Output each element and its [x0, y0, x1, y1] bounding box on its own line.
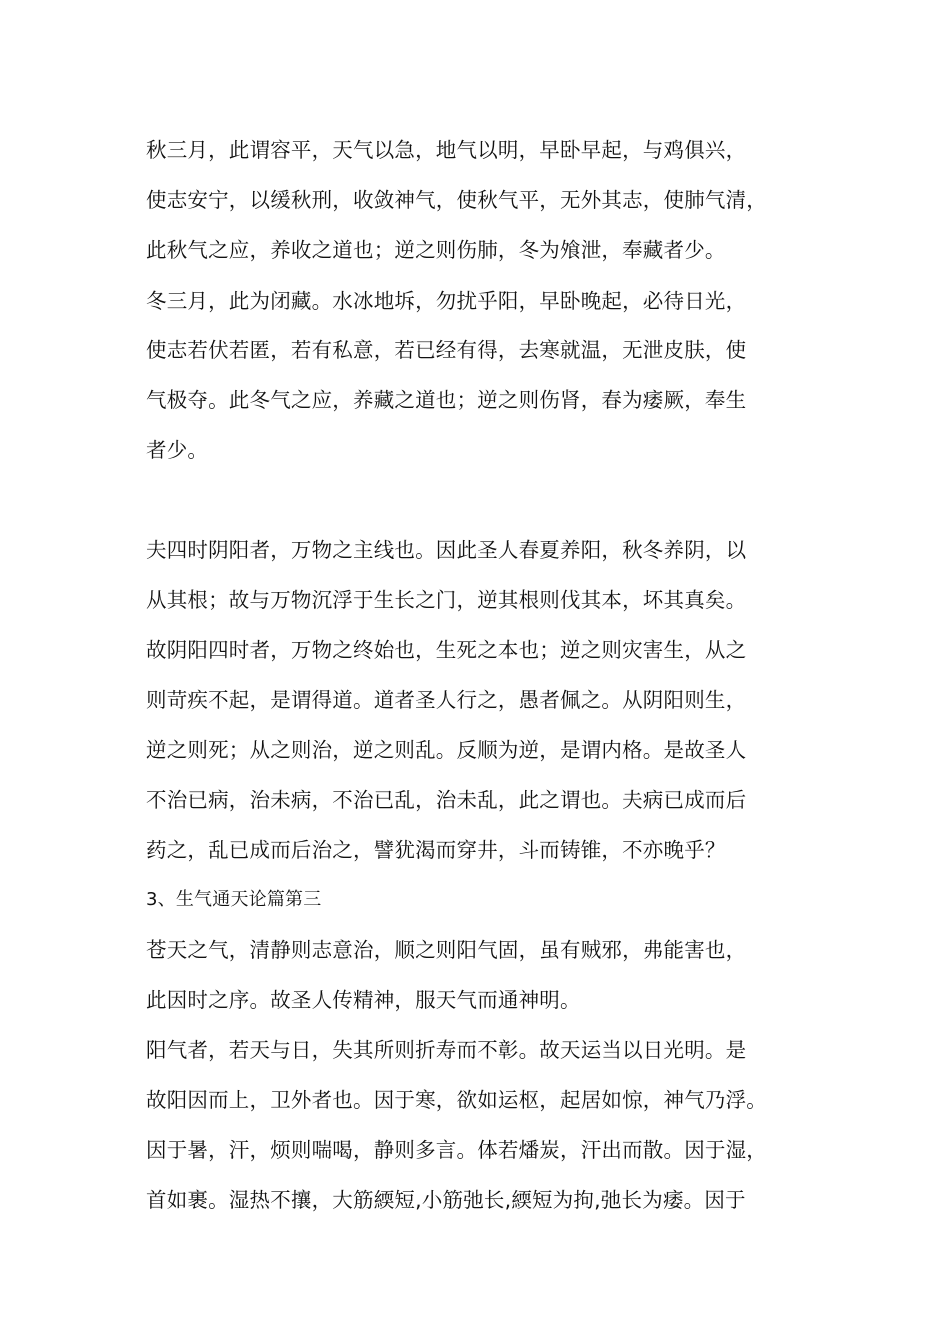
text-line: 使志若伏若匿，若有私意，若已经有得，去寒就温，无泄皮肤，使	[146, 338, 747, 362]
text-line: 逆之则死；从之则治，逆之则乱。反顺为逆，是谓内格。是故圣人	[146, 738, 747, 762]
text-line: 气极夺。此冬气之应，养藏之道也；逆之则伤肾，春为痿厥，奉生	[146, 388, 747, 412]
text-line: 首如裹。湿热不攘，大筋緛短,小筋弛长,緛短为拘,弛长为痿。因于	[146, 1188, 746, 1212]
text-line: 使志安宁，以缓秋刑，收敛神气，使秋气平，无外其志，使肺气清，	[146, 188, 767, 212]
text-line: 故阴阳四时者，万物之终始也，生死之本也；逆之则灾害生，从之	[146, 638, 747, 662]
text-line: 阳气者，若天与日，失其所则折寿而不彰。故天运当以日光明。是	[146, 1038, 747, 1062]
text-line: 则苛疾不起，是谓得道。道者圣人行之，愚者佩之。从阴阳则生，	[146, 688, 747, 712]
section-heading: 3、生气通天论篇第三	[146, 889, 322, 910]
text-line: 夫四时阴阳者，万物之主线也。因此圣人春夏养阳，秋冬养阴，以	[146, 538, 747, 562]
text-line: 因于暑，汗，烦则喘喝，静则多言。体若燔炭，汗出而散。因于湿，	[146, 1138, 767, 1162]
text-line: 从其根；故与万物沉浮于生长之门，逆其根则伐其本，坏其真矣。	[146, 588, 747, 612]
text-line: 不治已病，治未病，不治已乱，治未乱，此之谓也。夫病已成而后	[146, 788, 747, 812]
text-line: 者少。	[146, 438, 209, 462]
text-line: 此秋气之应，养收之道也；逆之则伤肺，冬为飧泄，奉藏者少。	[146, 238, 726, 262]
text-line: 此因时之序。故圣人传精神，服天气而通神明。	[146, 988, 581, 1012]
text-line: 冬三月，此为闭藏。水冰地坼，勿扰乎阳，早卧晚起，必待日光，	[146, 289, 747, 313]
text-line: 药之，乱已成而后治之，譬犹渴而穿井，斗而铸锥，不亦晚乎？	[146, 838, 726, 862]
text-line: 秋三月，此谓容平，天气以急，地气以明，早卧早起，与鸡俱兴，	[146, 138, 747, 162]
text-line: 故阳因而上，卫外者也。因于寒，欲如运枢，起居如惊，神气乃浮。	[146, 1088, 767, 1112]
text-line: 苍天之气，清静则志意治，顺之则阳气固，虽有贼邪，弗能害也，	[146, 938, 747, 962]
